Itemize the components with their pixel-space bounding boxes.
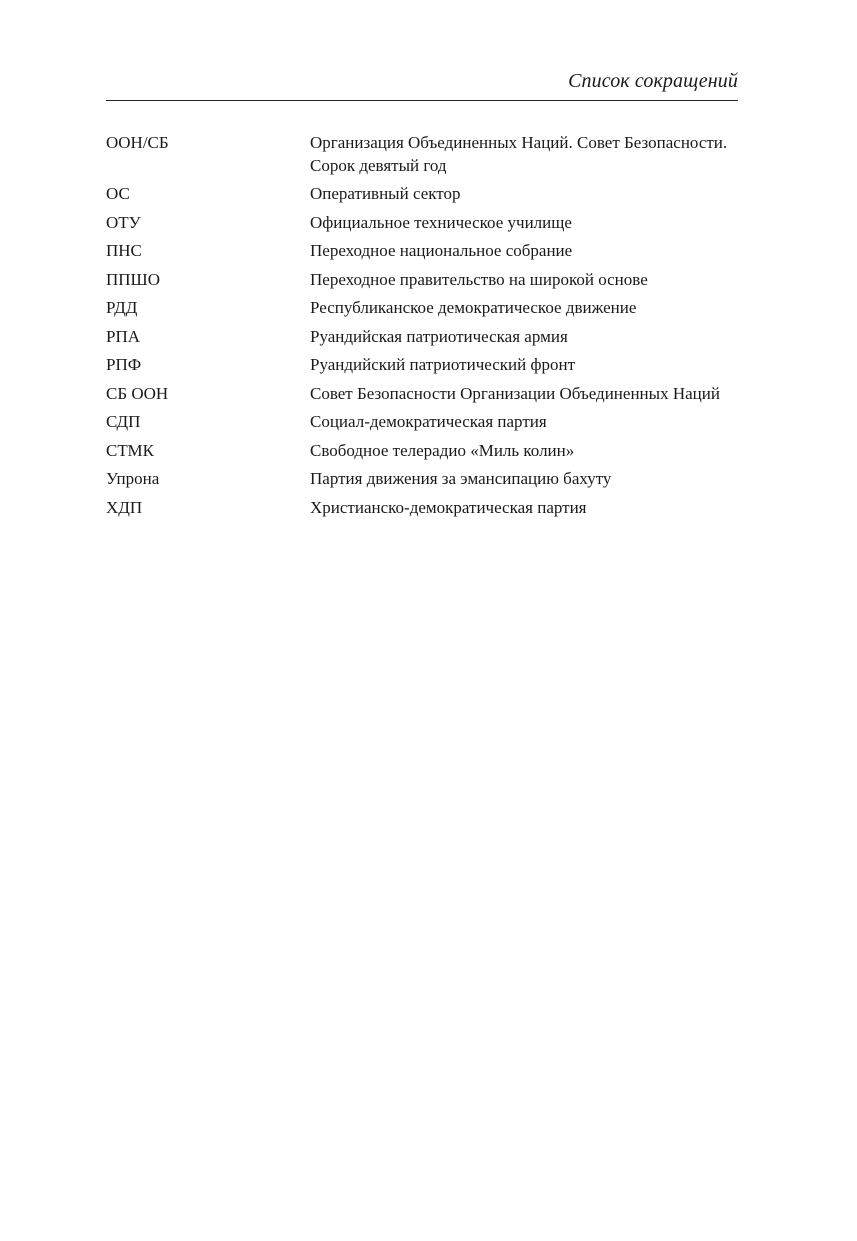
abbreviation-term: ОТУ (106, 212, 141, 232)
abbreviation-term: РПА (106, 326, 141, 346)
abbreviation-definition: Оперативный сектор (310, 184, 461, 203)
abbreviation-term: СБ ООН (106, 383, 169, 403)
abbreviation-term: СДП (106, 412, 141, 431)
abbreviation-definition: Руандийский патриотический фронт (310, 355, 576, 374)
abbreviation-term: РПФ (106, 355, 142, 374)
abbreviation-definition: Переходное национальное собрание (310, 241, 573, 260)
abbreviation-row (106, 212, 738, 235)
abbreviation-definition: Партия движения за эмансипацию бахуту (310, 469, 612, 488)
abbreviation-term: РДД (106, 298, 138, 317)
abbreviation-term: ОС (106, 184, 130, 203)
abbreviation-row (106, 354, 738, 377)
abbreviation-term: ППШО (106, 269, 160, 289)
abbreviation-definition: Организация Объединенных Наций. Совет Безопасности. Сорок девятый год (310, 133, 728, 175)
abbreviation-definition: Христианско-демократическая партия (310, 497, 587, 517)
abbreviation-definition: Социал-демократическая партия (310, 412, 547, 431)
abbreviation-row (106, 383, 738, 406)
running-header (106, 68, 738, 101)
abbreviation-row (106, 440, 738, 463)
abbreviation-row (106, 411, 738, 434)
abbreviation-row (106, 297, 738, 320)
abbreviation-definition: Официальное техническое училище (310, 212, 572, 232)
abbreviation-row (106, 468, 738, 491)
abbreviation-term: ПНС (106, 241, 142, 260)
abbreviation-row (106, 497, 738, 520)
abbreviation-list (106, 132, 738, 525)
abbreviation-row (106, 132, 738, 177)
abbreviation-term: ХДП (106, 497, 143, 517)
abbreviation-row (106, 240, 738, 263)
abbreviation-row (106, 326, 738, 349)
abbreviation-term: ООН/СБ (106, 133, 169, 152)
abbreviation-definition: Переходное правительство на широкой основе (310, 269, 648, 289)
abbreviation-definition: Руандийская патриотическая армия (310, 326, 568, 346)
abbreviation-definition: Республиканское демократическое движение (310, 298, 637, 317)
abbreviation-row (106, 269, 738, 292)
abbreviation-term: Упрона (106, 469, 160, 488)
abbreviation-definition: Свободное телерадио «Миль колин» (310, 440, 575, 460)
abbreviation-row (106, 183, 738, 206)
abbreviation-definition: Совет Безопасности Организации Объединенных Наций (310, 383, 720, 403)
abbreviation-term: СТМК (106, 440, 154, 460)
running-title: Список сокращений (568, 70, 738, 92)
